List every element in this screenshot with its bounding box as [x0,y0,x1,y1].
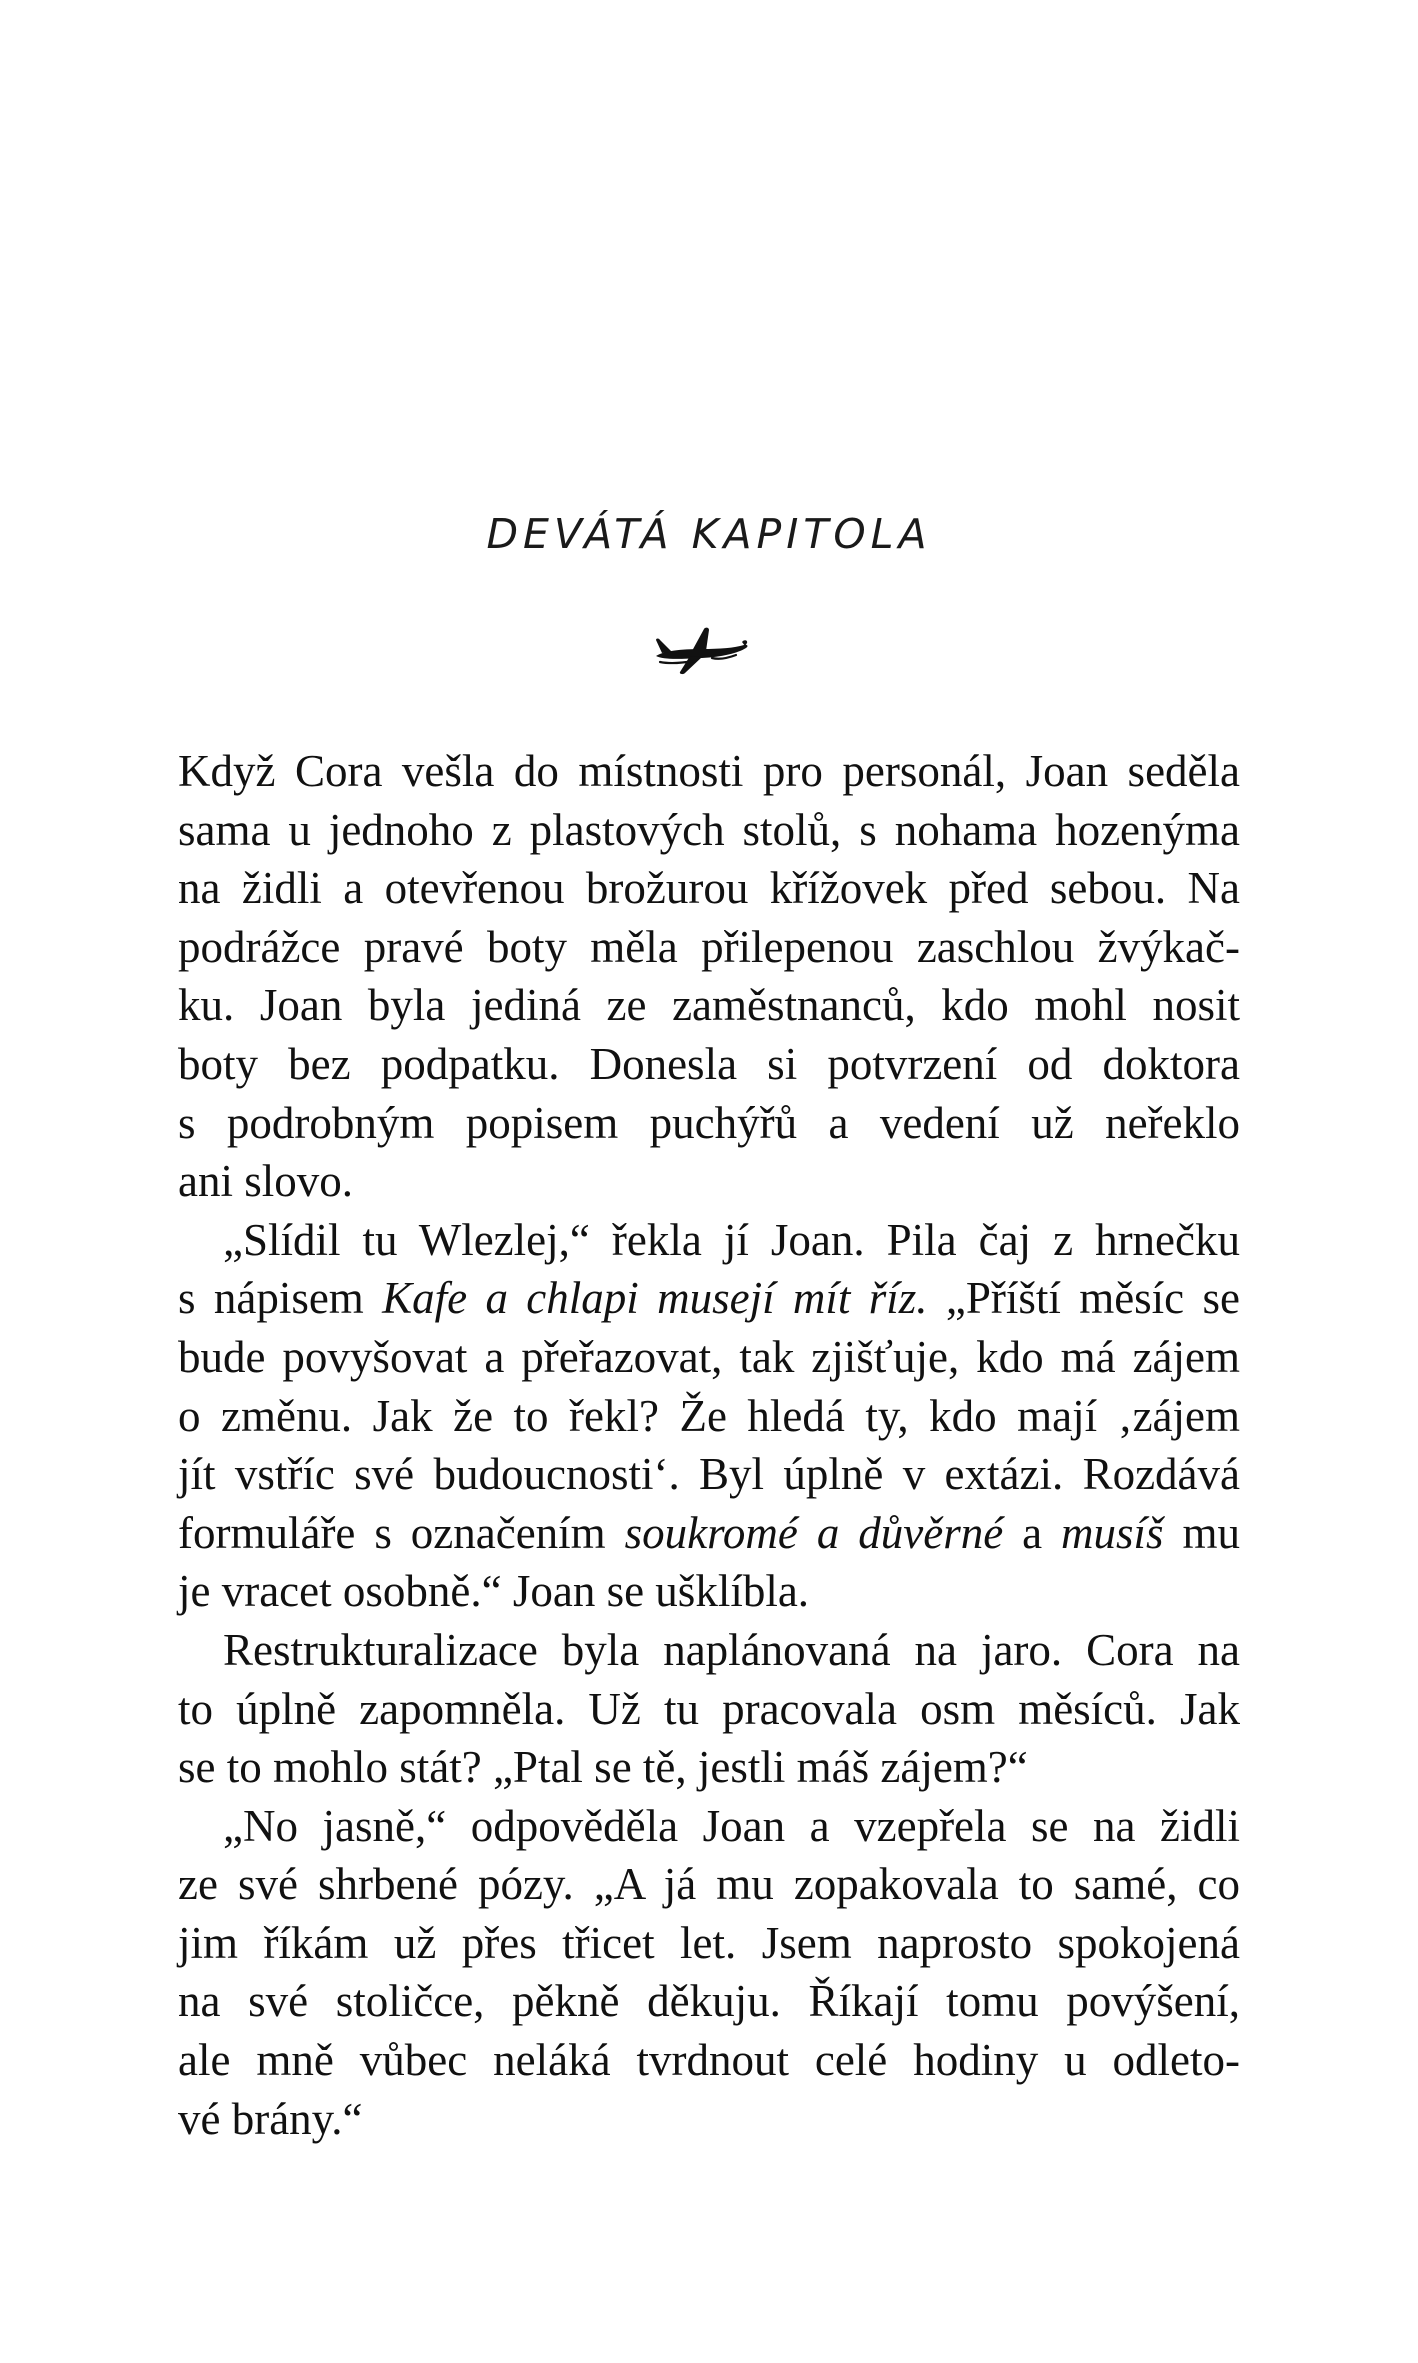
text-line: o změnu. Jak že to řekl? Že hledá ty, kdo mají ‚zájem [178,1390,1240,1441]
text-line: jim říkám už přes třicet let. Jsem naprosto spokojená [178,1917,1240,1968]
chapter-title: DEVÁTÁ KAPITOLA [486,510,932,558]
text-line: Restrukturalizace byla naplánovaná na jaro. Cora na [223,1624,1240,1675]
text-line: „Slídil tu Wlezlej,“ řekla jí Joan. Pila čaj z hrnečku [223,1214,1240,1265]
paragraph-4 [178,1797,1240,2149]
text-line: ze své shrbené pózy. „A já mu zopakovala to samé, co [178,1859,1240,1910]
text-line: to úplně zapomněla. Už tu pracovala osm měsíců. Jak [178,1683,1240,1734]
paragraph-3 [178,1621,1240,1797]
text-line: na židli a otevřenou brožurou křížovek před sebou. Na [178,863,1240,914]
text-span: „Příští měsíc se [927,1273,1240,1324]
text-line: ani slovo. [178,1156,353,1207]
text-line: bude povyšovat a přeřazovat, tak zjišťuje, kdo má zájem [178,1331,1240,1382]
text-line: se to mohlo stát? „Ptal se tě, jestli máš zájem?“ [178,1742,1028,1793]
paragraph-1 [178,742,1240,1211]
text-line: ku. Joan byla jediná ze zaměstnanců, kdo mohl nosit [178,980,1240,1031]
text-line: s podrobným popisem puchýřů a vedení už neřeklo [178,1097,1240,1148]
text-line [178,1504,1240,1563]
mug-inscription: Kafe a chlapi musejí mít říz. [382,1273,928,1324]
text-line: boty bez podpatku. Donesla si potvrzení od doktora [178,1038,1240,1089]
text-line: sama u jednoho z plastových stolů, s nohama hozenýma [178,804,1240,855]
text-span: a [1003,1507,1062,1558]
text-span: formuláře s označením [178,1507,625,1558]
text-line [178,1269,1240,1328]
text-span: s nápisem [178,1273,383,1324]
italic-phrase: musíš [1061,1507,1164,1558]
text-span: mu [1163,1507,1240,1558]
chapter-body [178,742,1240,2148]
text-line: vé brány.“ [178,2093,363,2144]
text-line: podrážce pravé boty měla přilepenou zaschlou žvýkač- [178,921,1240,972]
text-line: je vracet osobně.“ Joan se ušklíbla. [178,1566,810,1617]
text-line: „No jasně,“ odpověděla Joan a vzepřela se na židli [223,1800,1240,1851]
airplane-icon [650,622,750,678]
text-line: ale mně vůbec neláká tvrdnout celé hodiny u odleto- [178,2035,1240,2086]
text-line: na své stoličce, pěkně děkuju. Říkají tomu povýšení, [178,1976,1240,2027]
text-line: jít vstříc své budoucnosti‘. Byl úplně v extázi. Rozdává [178,1449,1240,1500]
italic-phrase: soukromé a důvěrné [624,1507,1004,1558]
paragraph-2 [178,1211,1240,1621]
text-line: Když Cora vešla do místnosti pro personál, Joan seděla [178,746,1240,796]
